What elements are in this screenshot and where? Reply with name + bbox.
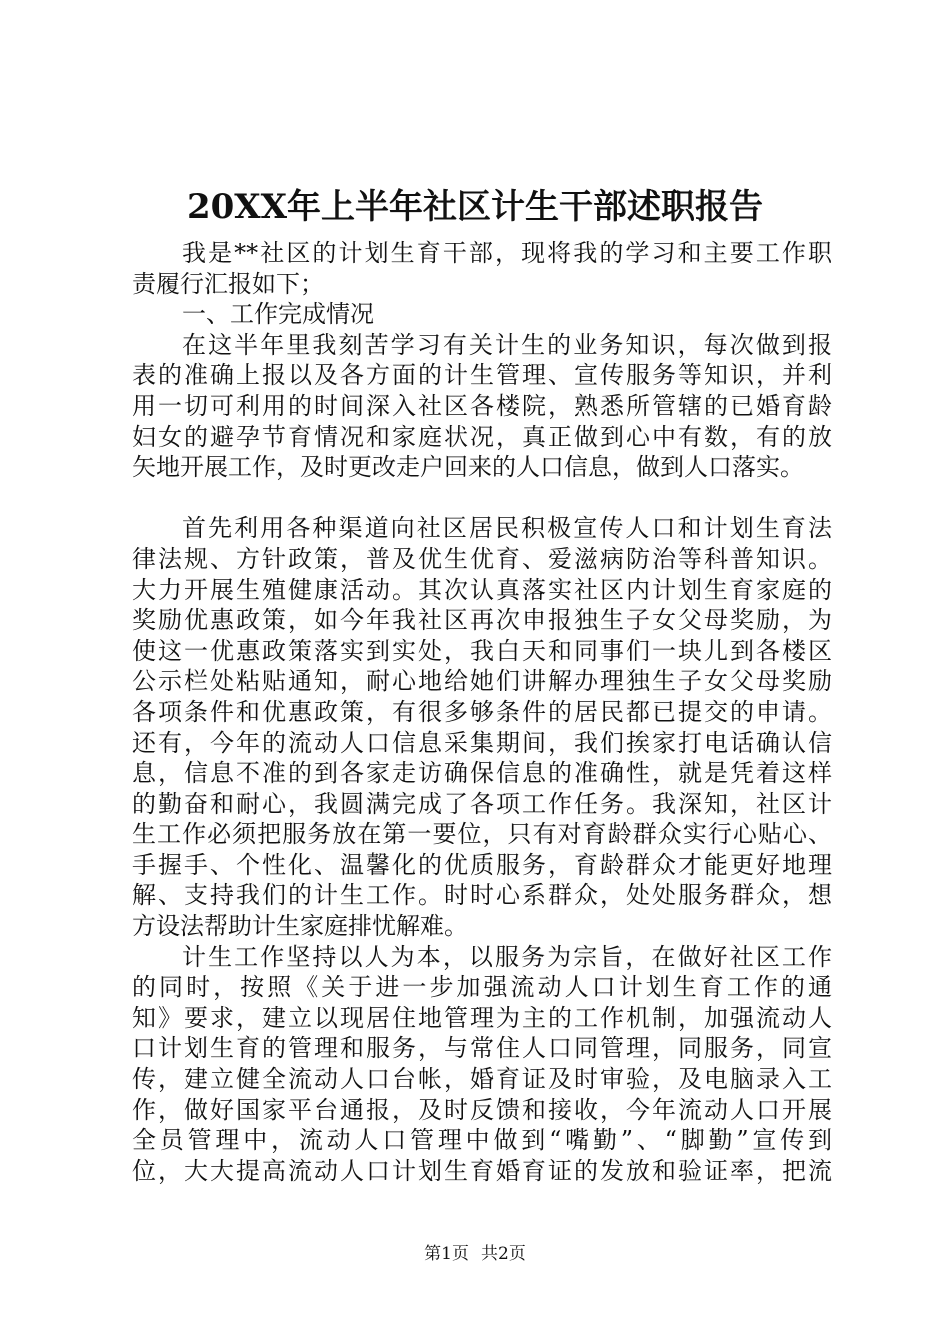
page-number-total: 共2页 [481, 1244, 526, 1264]
text-line: 息，信息不准的到各家走访确保信息的准确性，就是凭着这样 [132, 759, 832, 788]
document-body [132, 238, 832, 1186]
text-line: 方设法帮助计生家庭排忧解难。 [132, 912, 468, 941]
text-line: 口计划生育的管理和服务，与常住人口同管理，同服务，同宣 [132, 1034, 832, 1063]
text-line: 矢地开展工作，及时更改走户回来的人口信息，做到人口落实。 [132, 453, 804, 482]
document-title: 20XX年上半年社区计生干部述职报告 [186, 187, 764, 227]
text-line: 在这半年里我刻苦学习有关计生的业务知识，每次做到报 [182, 330, 832, 359]
text-line: 首先利用各种渠道向社区居民积极宣传人口和计划生育法 [182, 514, 832, 543]
text-line: 知》要求，建立以现居住地管理为主的工作机制，加强流动人 [132, 1003, 832, 1032]
text-line: 解、支持我们的计生工作。时时心系群众，处处服务群众，想 [132, 881, 832, 910]
text-line: 的勤奋和耐心，我圆满完成了各项工作任务。我深知，社区计 [132, 789, 832, 818]
text-line: 生工作必须把服务放在第一要位，只有对育龄群众实行心贴心、 [132, 820, 832, 849]
text-line: 用一切可利用的时间深入社区各楼院，熟悉所管辖的已婚育龄 [132, 391, 832, 420]
text-line: 妇女的避孕节育情况和家庭状况，真正做到心中有数，有的放 [132, 422, 832, 451]
text-line: 作，做好国家平台通报，及时反馈和接收，今年流动人口开展 [132, 1095, 832, 1124]
text-line: 传，建立健全流动人口台帐，婚育证及时审验，及电脑录入工 [132, 1065, 832, 1094]
blank-line [132, 483, 832, 514]
text-line: 还有，今年的流动人口信息采集期间，我们挨家打电话确认信 [132, 728, 832, 757]
text-line: 计生工作坚持以人为本，以服务为宗旨，在做好社区工作 [182, 942, 832, 971]
text-line: 的同时，按照《关于进一步加强流动人口计划生育工作的通 [132, 973, 832, 1002]
text-line: 表的准确上报以及各方面的计生管理、宣传服务等知识，并利 [132, 361, 832, 390]
text-line: 位，大大提高流动人口计划生育婚育证的发放和验证率，把流 [132, 1156, 832, 1185]
text-line: 手握手、个性化、温馨化的优质服务，育龄群众才能更好地理 [132, 850, 832, 879]
text-line: 奖励优惠政策，如今年我社区再次申报独生子女父母奖励，为 [132, 606, 832, 635]
page-footer [0, 1242, 950, 1266]
text-line: 使这一优惠政策落实到实处，我白天和同事们一块儿到各楼区 [132, 636, 832, 665]
page-number-current: 第1页 [424, 1244, 469, 1264]
text-line: 全员管理中，流动人口管理中做到“嘴勤”、“脚勤”宣传到 [132, 1126, 832, 1155]
text-line: 大力开展生殖健康活动。其次认真落实社区内计划生育家庭的 [132, 575, 832, 604]
section-heading: 一、工作完成情况 [182, 300, 374, 329]
text-line: 公示栏处粘贴通知，耐心地给她们讲解办理独生子女父母奖励 [132, 667, 832, 696]
text-line: 我是**社区的计划生育干部，现将我的学习和主要工作职 [182, 239, 832, 267]
text-line: 各项条件和优惠政策，有很多够条件的居民都已提交的申请。 [132, 697, 832, 726]
text-line: 律法规、方针政策，普及优生优育、爱滋病防治等科普知识。 [132, 544, 832, 573]
text-line: 责履行汇报如下； [132, 269, 324, 298]
